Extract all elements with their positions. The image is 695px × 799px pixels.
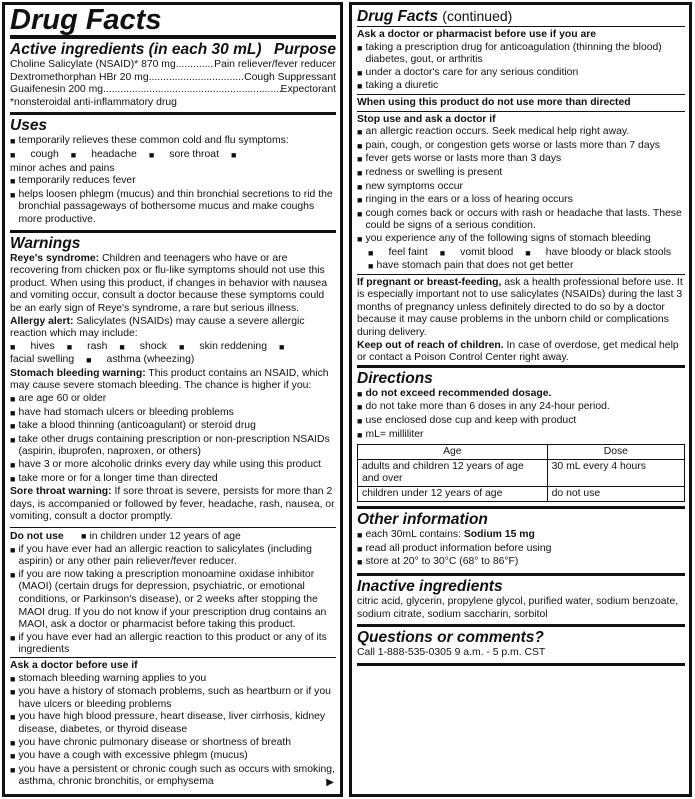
other-information-section	[357, 506, 685, 573]
list-item: ■ redness or swelling is present	[357, 167, 685, 181]
allergy-alert: Allergy alert: Salicylates (NSAIDs) may cause a severe allergic reaction which may include:	[10, 315, 305, 340]
list-item: ■ you have a history of stomach problems, such as heartburn or if you have ulcers or bleeding problems	[10, 686, 336, 711]
allergy-list: ■ hives ■ rash ■ shock ■ skin reddening ■ facial swelling ■ asthma (wheezing)	[10, 341, 336, 368]
drug-facts-panel-left	[2, 2, 343, 797]
list-item: ■ take other drugs containing prescription or non-prescription NSAIDs (aspirin, ibuprofen, naproxen, or others)	[10, 434, 336, 459]
list-item: ■ ringing in the ears or a loss of hearing occurs	[357, 194, 685, 208]
ingredient-row: Guaifenesin 200 mg ..... Expectorant	[10, 84, 336, 97]
inactive-ingredients-section	[357, 573, 685, 624]
list-item: ■ you experience any of the following signs of stomach bleeding	[357, 233, 685, 247]
list-item: ■ do not exceed recommended dosage.	[357, 388, 685, 402]
ingredient-row: Choline Salicylate (NSAID)* 870 mg ..... Pain reliever/fever reducer	[10, 59, 336, 72]
ask-pharmacist-section: Ask a doctor or pharmacist before use if you are ■ taking a prescription drug for anticoagulation (thinning the blood) diabetes, gout, or arthritis ■ under a doctor's care for any serious condition ■ taking a diuretic	[357, 26, 685, 94]
list-item: ■ are age 60 or older	[10, 393, 336, 407]
continued-arrow-icon: ▶	[326, 777, 334, 788]
questions-phone: Call 1-888-535-0305 9 a.m. - 5 p.m. CST	[357, 647, 546, 659]
list-item: ■ do not take more than 6 doses in any 24-hour period.	[357, 401, 685, 415]
list-item: ■ you have chronic pulmonary disease or shortness of breath	[10, 737, 336, 751]
list-item: ■ take a blood thinning (anticoagulant) or steroid drug	[10, 420, 336, 434]
list-item: ■ if you are now taking a prescription monoamine oxidase inhibitor (MAOI) (certain drugs for depression, psychiatric, or emotional conditions, or Parkinson's disease), or 2 weeks after stopping the MAOI drug. If you do not know if your prescription drug contains an MAOI, ask a doctor or pharmacist before taking this product.	[10, 569, 336, 632]
directions-section	[357, 365, 685, 506]
list-item: ■ taking a diuretic	[357, 80, 685, 94]
active-ingredients-section	[10, 35, 336, 112]
sore-throat-warning: Sore throat warning: If sore throat is severe, persists for more than 2 days, is accompanied or followed by fever, headache, rash, nausea, or vomiting, consult a doctor promptly.	[10, 486, 335, 523]
when-using-section: When using this product do not use more than directed	[357, 94, 685, 111]
list-item: ■ take more or for a longer time than directed	[10, 473, 336, 487]
pregnancy-section: If pregnant or breast-feeding, ask a health professional before use. It is especially important not to use salicylates (NSAIDs) during the last 3 months of pregnancy unless definitely directed to do so by a doctor because it may cause problems in the unborn child or complications during delivery. Keep out of reach of children. In case of overdose, get medical help or contact a Poison Control Center right away.	[357, 274, 685, 365]
list-item: ■ read all product information before using	[357, 543, 685, 557]
drug-facts-continued-title: Drug Facts (continued)	[357, 8, 513, 25]
list-item: ■ have 3 or more alcoholic drinks every day while using this product	[10, 459, 336, 473]
other-information-heading: Other information	[357, 511, 488, 529]
table-row: children under 12 years of age do not use	[358, 487, 685, 502]
do-not-use-section: Do not use ■ in children under 12 years of age ■ if you have ever had an allergic reaction to salicylates (including aspirin) or any other pain reliever/fever reducer. ■ if you are now taking a prescription monoamine oxidase inhibitor (MAOI) (certain drugs for depression, psychiatric, or emotional conditions, or Parkinson's disease), or 2 weeks after stopping the MAOI drug. If you do not know if your prescription drug contains an MAOI, ask a doctor or pharmacist before taking this product. ■ if you have ever had an allergic reaction to this product or any of its ingredients	[10, 527, 336, 657]
active-ingredients-heading: Active ingredients (in each 30 mL)	[10, 41, 262, 58]
list-item: ■ fever gets worse or lasts more than 3 days	[357, 153, 685, 167]
list-item: ■ store at 20° to 30°C (68° to 86°F)	[357, 556, 685, 570]
table-row: adults and children 12 years of age and over 30 mL every 4 hours	[358, 460, 685, 487]
uses-section	[10, 112, 336, 229]
inactive-ingredients-heading: Inactive ingredients	[357, 578, 503, 595]
list-item: ■ taking a prescription drug for anticoagulation (thinning the blood) diabetes, gout, or arthritis	[357, 42, 685, 67]
drug-facts-panel-right	[349, 2, 692, 797]
list-item: ■ if you have ever had an allergic reaction to salicylates (including aspirin) or any other pain reliever/fever reducer.	[10, 544, 336, 569]
list-item: ■ helps loosen phlegm (mucus) and thin bronchial secretions to rid the bronchial passageways of bothersome mucus and make coughs more productive.	[10, 189, 336, 227]
list-item: ■ under a doctor's care for any serious condition	[357, 67, 685, 81]
reye-warning: Reye's syndrome: Children and teenagers who have or are recovering from chicken pox or flu-like symptoms should not use this product. When using this product, if changes in behavior with nausea and vomiting occur, consult a doctor because these symptoms could be an early sign of Reye's syndrome, a rare but serious illness.	[10, 252, 328, 314]
list-item: ■ each 30mL contains: Sodium 15 mg	[357, 529, 685, 543]
questions-heading: Questions or comments?	[357, 629, 544, 647]
list-item: ■ stomach bleeding warning applies to you	[10, 673, 336, 687]
ingredient-row: Dextromethorphan HBr 20 mg ..... Cough Suppressant	[10, 72, 336, 85]
keep-out-of-reach: Keep out of reach of children. In case of overdose, get medical help or contact a Poison Control Center right away.	[357, 339, 679, 364]
list-item: ■ you have high blood pressure, heart disease, liver cirrhosis, kidney disease, diabetes, or thyroid disease	[10, 711, 336, 736]
stomach-bleeding-warning: Stomach bleeding warning: This product contains an NSAID, which may cause severe stomach bleeding. The chance is higher if you:	[10, 367, 329, 392]
list-item: ■ if you have ever had an allergic reaction to this product or any of its ingredients	[10, 632, 336, 657]
list-item: ■ have stomach pain that does not get better	[357, 260, 685, 274]
list-item: ■ mL= milliliter	[357, 429, 685, 443]
list-item: ■ new symptoms occur	[357, 181, 685, 195]
stop-use-section: Stop use and ask a doctor if ■ an allergic reaction occurs. Seek medical help right away. ■ pain, cough, or congestion gets worse or lasts more than 7 days ■ fever gets worse or lasts more than 3 days ■ redness or swelling is present ■ new symptoms occur ■ ringing in the ears or a loss of hearing occurs ■ cough comes back or occurs with rash or headache that lasts. These could be signs of a serious condition. ■ you experience any of the following signs of stomach bleeding ■ feel faint ■ vomit blood ■ have bloody or black stools ■ have stomach pain that does not get better	[357, 111, 685, 274]
list-item: ■ you have a persistent or chronic cough such as occurs with smoking, asthma, chronic bronchitis, or emphysema	[10, 764, 336, 789]
bleeding-signs-list: ■ feel faint ■ vomit blood ■ have bloody or black stools	[357, 247, 685, 261]
list-item: ■ temporarily reduces fever	[10, 175, 336, 189]
ask-doctor-section: Ask a doctor before use if ■ stomach bleeding warning applies to you ■ you have a history of stomach problems, such as heartburn or if you have ulcers or bleeding problems ■ you have high blood pressure, heart disease, liver cirrhosis, kidney disease, diabetes, or thyroid disease ■ you have chronic pulmonary disease or shortness of breath ■ you have a cough with excessive phlegm (mucus) ■ you have a persistent or chronic cough such as occurs with smoking, asthma, chronic bronchitis, or emphysema	[10, 657, 336, 789]
list-item: ■ an allergic reaction occurs. Seek medical help right away.	[357, 126, 685, 140]
table-header-row: Age Dose	[358, 445, 685, 460]
list-item: ■ temporarily relieves these common cold and flu symptoms:	[10, 135, 336, 149]
dosage-table	[357, 444, 685, 502]
list-item: ■ cough comes back or occurs with rash or headache that lasts. These could be signs of a serious condition.	[357, 208, 685, 233]
drug-facts-title: Drug Facts	[10, 4, 162, 36]
warnings-heading: Warnings	[10, 234, 81, 252]
warnings-section	[10, 230, 336, 527]
directions-heading: Directions	[357, 369, 433, 387]
uses-heading: Uses	[10, 117, 48, 135]
symptom-list: ■ cough ■ headache ■ sore throat ■ minor aches and pains	[10, 149, 336, 175]
list-item: ■ you have a cough with excessive phlegm (mucus)	[10, 750, 336, 764]
list-item: ■ have had stomach ulcers or bleeding problems	[10, 407, 336, 421]
purpose-heading: Purpose	[273, 41, 336, 58]
nsaid-footnote: *nonsteroidal anti-inflammatory drug	[10, 96, 177, 108]
list-item: ■ use enclosed dose cup and keep with product	[357, 415, 685, 429]
questions-section	[357, 624, 685, 666]
list-item: ■ pain, cough, or congestion gets worse or lasts more than 7 days	[357, 140, 685, 154]
inactive-ingredients-text: citric acid, glycerin, propylene glycol, purified water, sodium benzoate, sodium citrate, sodium saccharin, sorbitol	[357, 596, 679, 620]
